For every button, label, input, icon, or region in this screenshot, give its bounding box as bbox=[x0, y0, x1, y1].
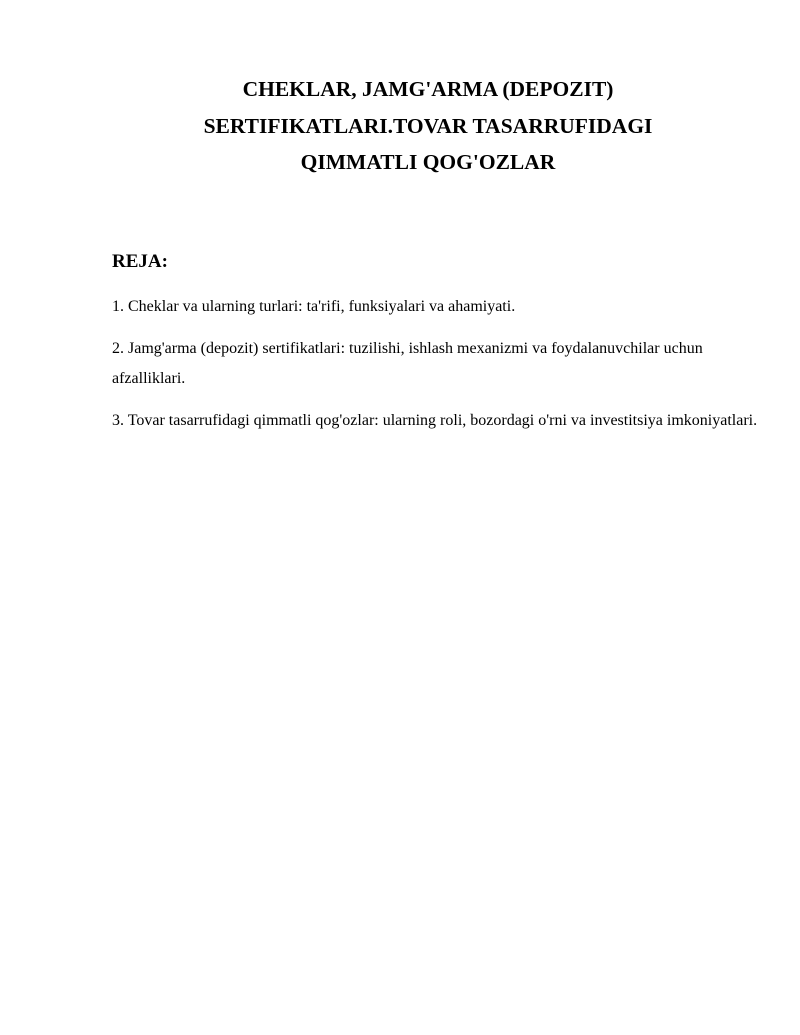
title-line: SERTIFIKATLARI.TOVAR TASARRUFIDAGI bbox=[203, 113, 653, 138]
plan-item: 2. Jamg'arma (depozit) sertifikatlari: tuzilishi, ishlash mexanizmi va foydalanuvchilar uchun afzalliklari. bbox=[112, 340, 703, 387]
title-line: QIMMATLI QOG'OZLAR bbox=[300, 150, 556, 174]
document-title bbox=[100, 71, 756, 181]
plan-list bbox=[112, 292, 758, 448]
plan-item: 3. Tovar tasarrufidagi qimmatli qog'ozlar: ularning roli, bozordagi o'rni va investitsiya imkoniyatlari. bbox=[112, 412, 758, 429]
plan-heading: REJA: bbox=[112, 251, 168, 272]
title-line: CHEKLAR, JAMG'ARMA (DEPOZIT) bbox=[242, 77, 614, 101]
plan-item: 1. Cheklar va ularning turlari: ta'rifi, funksiyalari va ahamiyati. bbox=[112, 298, 516, 315]
